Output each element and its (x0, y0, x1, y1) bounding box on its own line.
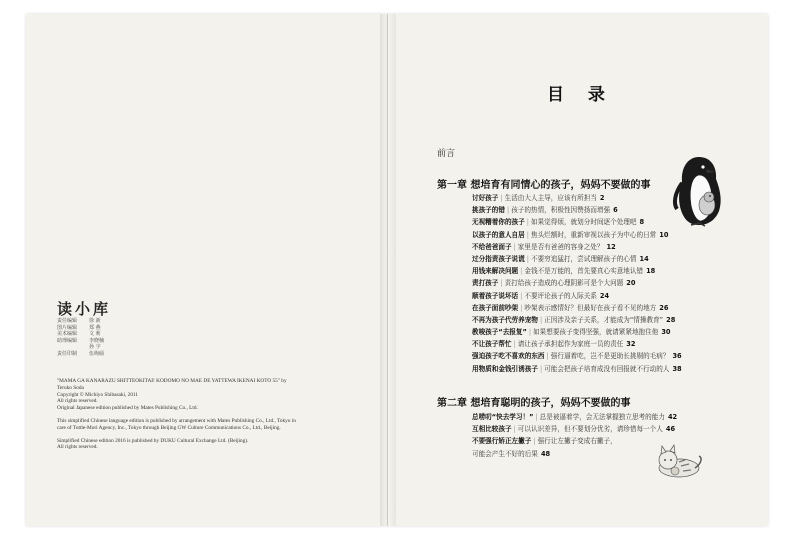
toc-entry-topic: 讨好孩子 (472, 194, 499, 202)
toc-entry-page: 14 (639, 254, 649, 263)
toc-entry[interactable] (472, 290, 682, 302)
toc-separator: | (513, 425, 516, 434)
toc-entry-description: 家里是否有爸爸的容身之处？ (517, 242, 604, 251)
toc-entry[interactable] (472, 338, 682, 350)
toc-entry-topic: 强迫孩子吃不喜欢的东西 (472, 352, 545, 361)
toc-entry[interactable] (472, 216, 682, 228)
cat-illustration (651, 438, 705, 480)
toc-entry[interactable] (472, 350, 682, 362)
toc-entry[interactable] (472, 277, 682, 289)
toc-entry-topic: 挑孩子的错 (472, 206, 505, 215)
book-gutter (380, 14, 396, 526)
staff-row (57, 318, 104, 325)
toc-entry[interactable] (472, 363, 682, 375)
toc-entry-topic: 无视糟着你的孩子 (472, 218, 525, 227)
toc-separator: | (546, 352, 549, 361)
toc-entry-page: 2 (599, 194, 605, 202)
toc-entry-description: 可能会把孩子培育成没有回报就不行动的人 (544, 364, 670, 373)
toc-entry[interactable] (472, 302, 682, 314)
toc-separator: | (528, 328, 532, 337)
toc-separator: | (520, 291, 523, 300)
toc-entry-page: 8 (639, 218, 645, 227)
staff-role: 助理编辑 (57, 337, 78, 344)
toc-entry-topic: 不要强行矫正左撇子 (472, 437, 532, 446)
toc-entry-page: 46 (665, 425, 676, 434)
toc-entry[interactable] (472, 423, 677, 435)
staff-name: 文 莉 (89, 331, 101, 338)
legal-line: Copyright © Michiyo Shibasaki, 2011 (57, 391, 139, 398)
toc-entry-page: 10 (659, 230, 669, 239)
legal-line: All rights reserved. (57, 444, 98, 451)
toc-entry-topic: 教唆孩子“去报复” (472, 328, 527, 337)
staff-role: 责任印制 (57, 350, 78, 357)
toc-entry-page: 32 (626, 340, 636, 349)
toc-entry-topic: 不让孩子帮忙 (472, 340, 512, 349)
toc-entry[interactable] (472, 411, 677, 423)
toc-entry[interactable] (472, 265, 682, 277)
toc-entry-topic: 不再为孩子代劳养宠物 (472, 315, 538, 324)
staff-role: 责任编辑 (57, 318, 78, 324)
toc-entry-description: 不要穷追猛打，尝试理解孩子的心情 (530, 254, 637, 263)
toc-title: 目 录 (547, 85, 614, 105)
staff-row (57, 331, 104, 338)
toc-entry-page: 6 (613, 206, 618, 215)
toc-entry-description: 可能会产生不好的后果 (472, 449, 538, 458)
staff-role: 图片编辑 (57, 324, 78, 331)
toc-separator: | (526, 254, 529, 263)
toc-entry-description: 强行逼着吃，岂不是更助长挑剔的毛病？ (550, 352, 670, 361)
legal-line: This simplified Chinese language edition is published by arrangement with Mates Publishing Co., Ltd., Tokyo in care of Tuttle-Mori Agency, Inc., Tokyo through Beijing GW Culture Communications Co., Ltd., Beijing. (57, 417, 296, 431)
toc-preface[interactable]: 前言 (437, 149, 456, 159)
toc-separator: | (526, 218, 529, 227)
toc-entry[interactable] (472, 435, 677, 447)
toc-entry-description: 请让孩子承担起作为家庭一员的责任 (517, 340, 624, 349)
staff-role: 美术编辑 (57, 331, 78, 338)
toc-separator: | (500, 194, 503, 202)
toc-entry-topic: 用物质和金钱引诱孩子 (472, 364, 538, 373)
toc-entry-description: 如果觉得烦，就划分时间逐个处理吧 (530, 218, 637, 227)
chapter-2-entries (472, 411, 677, 460)
toc-separator: | (533, 437, 536, 446)
staff-name: 徐 新 (89, 318, 101, 324)
staff-name: 李晓楠 (89, 337, 105, 344)
toc-separator: | (513, 340, 516, 349)
legal-line: Simplified Chinese edition 2016 is published by DUKU Cultural Exchange Ltd. (Beijing). (57, 437, 249, 444)
penguin-illustration (665, 153, 733, 227)
publisher-logo: 读小库 (57, 300, 112, 318)
toc-entry[interactable] (472, 314, 682, 326)
toc-entry-description: 总是被逼着学，会无法掌握独立思考的能力 (539, 413, 665, 421)
toc-separator: | (535, 413, 538, 421)
toc-entry-description: 正因涉及亲子关系，才能成为“情操教育” (544, 315, 664, 324)
toc-entry-description: 强行让左撇子变成右撇子， (537, 437, 617, 446)
chapter-1-title[interactable]: 第一章 想培育有同情心的孩子，妈妈不要做的事 (437, 180, 651, 191)
staff-name: 郑 燕 (89, 324, 101, 331)
toc-entry-topic: 过分指责孩子说谎 (472, 254, 525, 263)
toc-entry-description: 如果想要孩子变得坚强，就请紧紧地抱住他 (533, 328, 659, 337)
staff-row (57, 351, 104, 358)
toc-entry[interactable] (472, 448, 677, 460)
chapter-2-title[interactable]: 第二章 想培育聪明的孩子，妈妈不要做的事 (437, 398, 631, 409)
toc-entry-topic: 互相比较孩子 (472, 425, 512, 434)
legal-line: Original Japanese edition published by Mates Publishing Co., Ltd. (57, 405, 198, 412)
copyright-notice (57, 378, 297, 457)
staff-name: 伍绚硕 (89, 350, 105, 357)
toc-separator: | (513, 242, 516, 251)
toc-entry-topic: 顺着孩子说坏话 (472, 291, 519, 300)
toc-entry-page: 18 (646, 267, 656, 276)
toc-entry[interactable] (472, 229, 682, 241)
staff-name: 孙 宇 (89, 344, 101, 351)
toc-entry-topic: 责打孩子 (472, 279, 499, 288)
toc-separator: | (520, 267, 523, 276)
toc-entry[interactable] (472, 192, 682, 204)
toc-entry-description: 不要评论孩子的人际关系 (524, 291, 597, 300)
toc-entry-page: 24 (599, 291, 610, 300)
toc-entry-description: 吵架表示感情好？但最好在孩子看不见的地方 (524, 303, 657, 312)
legal-paragraph (57, 378, 297, 412)
toc-entry-description: 金钱不是万能的，首先要真心实意地认错 (524, 267, 644, 276)
legal-line: All rights reserved. (57, 398, 98, 405)
toc-entry-topic: 在孩子面前吵架 (472, 303, 519, 312)
legal-paragraph (57, 418, 297, 432)
toc-entry-topic: 总唠叨“快去学习！” (472, 413, 534, 421)
toc-entry-description: 责打给孩子造成的心理阴影可是个大问题 (504, 279, 624, 288)
toc-entry-page: 12 (606, 242, 616, 251)
legal-paragraph (57, 438, 297, 452)
toc-entry-page: 28 (666, 315, 676, 324)
toc-separator: | (539, 364, 543, 373)
toc-entry-topic: 用钱来解决问题 (472, 267, 519, 276)
toc-entry-page: 26 (659, 303, 669, 312)
toc-separator: | (520, 303, 523, 312)
toc-entry-topic: 不给爸爸面子 (472, 242, 512, 251)
staff-credits (57, 318, 104, 358)
toc-entry[interactable] (472, 241, 682, 253)
toc-entry-page: 42 (667, 413, 678, 421)
toc-separator: | (526, 230, 529, 239)
toc-entry-description: 生活由大人主导，应该有所担当 (504, 194, 597, 202)
staff-role (57, 344, 89, 351)
toc-entry[interactable] (472, 326, 682, 338)
toc-entry-page: 38 (672, 364, 682, 373)
toc-entry-page: 20 (626, 279, 636, 288)
toc-separator: | (539, 315, 543, 324)
legal-line: "MAMA GA KANARAZU SHITTEOKITAI! KODOMO NO MAE DE YATTEWA IKENAI KOTO 55" by Teruko Soda (57, 378, 287, 391)
toc-entry-topic: 以孩子的意人自居 (472, 230, 525, 239)
toc-separator: | (500, 279, 503, 288)
chapter-1-entries (472, 192, 682, 375)
toc-entry-description: 焦头烂额时，重新审视以孩子为中心的日常 (530, 230, 657, 239)
toc-entry-page: 48 (540, 449, 551, 458)
toc-entry-page: 36 (672, 352, 682, 361)
toc-entry[interactable] (472, 253, 682, 265)
staff-row (57, 344, 104, 351)
toc-entry-description: 孩子的热情，积极性因赞扬而增强 (511, 206, 611, 215)
toc-entry[interactable] (472, 204, 682, 216)
toc-entry-page: 30 (661, 328, 671, 337)
toc-separator: | (506, 206, 510, 215)
toc-entry-description: 可以认识差异，但不要划分优劣，请珍惜每一个人 (517, 425, 663, 434)
